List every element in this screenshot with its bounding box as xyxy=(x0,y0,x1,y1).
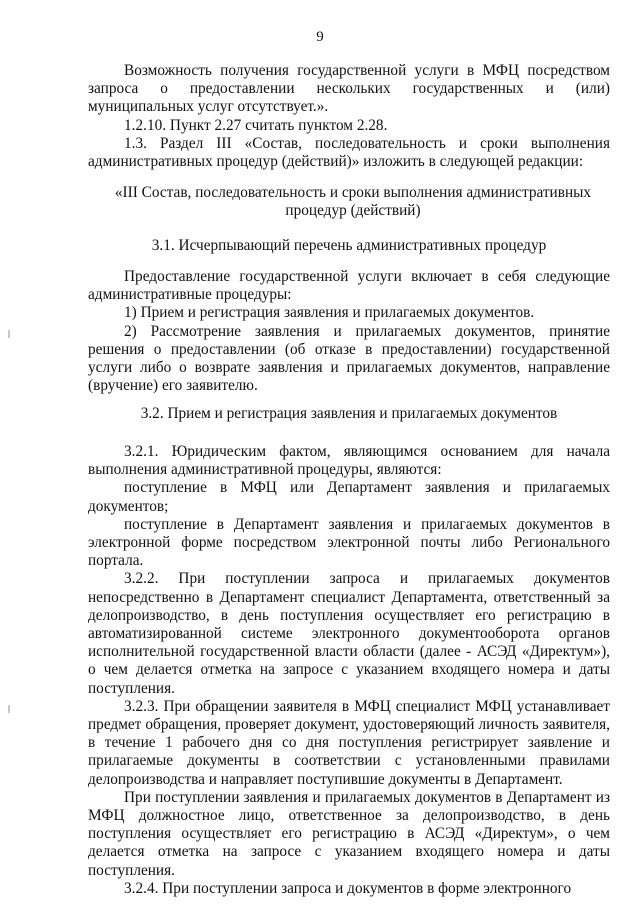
list-item: 1) Прием и регистрация заявления и прилагаемых документов. xyxy=(124,304,535,322)
scan-margin-mark xyxy=(8,330,10,338)
paragraph: Возможность получения государственной услуги в МФЦ посредством запроса о предоставлении нескольких государственных и (или) муниципальных услуг отсутствует.». xyxy=(88,62,610,116)
list-item: 2) Рассмотрение заявления и прилагаемых документов, принятие решения о предоставлении (об отказе в предоставлении) государственной услуги либо о возврате заявления и прилагаемых документов, направление (вручение) его заявителю. xyxy=(88,322,610,395)
paragraph: поступление в Департамент заявления и прилагаемых документов в электронной форме посредством электронной почты либо Регионального портала. xyxy=(88,515,610,570)
section-heading: «III Состав, последовательность и сроки выполнения административных процедур (действий) xyxy=(114,184,592,220)
paragraph: 1.2.10. Пункт 2.27 считать пунктом 2.28. xyxy=(124,116,388,134)
paragraph: При поступлении заявления и прилагаемых документов в Департамент из МФЦ должностное лицо, ответственное за делопроизводство, в день поступления осуществляет его регистрацию в АСЭД «Директум», о чем делается отметка на запросе с указанием входящего номера и даты поступления. xyxy=(88,788,610,879)
paragraph: поступление в МФЦ или Департамент заявления и прилагаемых документов; xyxy=(88,479,610,515)
paragraph: 1.3. Раздел III «Состав, последовательность и сроки выполнения административных процедур (действий)» изложить в следующей редакции: xyxy=(88,134,610,171)
paragraph: 3.2.2. При поступлении запроса и прилагаемых документов непосредственно в Департамент специалист Департамента, ответственный за делопроизводство, в день поступления осуществляет его регистрацию в автоматизированной системе электронного документооборота органов исполнительной государственной власти области (далее - АСЭД «Директум»), о чем делается отметка на запросе с указанием входящего номера и даты поступления. xyxy=(88,570,610,697)
subsection-heading: 3.1. Исчерпывающий перечень административных процедур xyxy=(151,237,547,254)
paragraph: 3.2.4. При поступлении запроса и документов в форме электронного xyxy=(124,879,572,897)
paragraph: 3.2.3. При обращении заявителя в МФЦ специалист МФЦ устанавливает предмет обращения, проверяет документ, удостоверяющий личность заявителя, в течение 1 рабочего дня со дня поступления регистрирует заявление и прилагаемые документы в соответствии с установленными правилами делопроизводства и направляет поступившие документы в Департамент. xyxy=(88,697,610,788)
page-number: 9 xyxy=(316,29,324,45)
paragraph: 3.2.1. Юридическим фактом, являющимся основанием для начала выполнения административной процедуры, являются: xyxy=(88,443,610,479)
paragraph: Предоставление государственной услуги включает в себя следующие административные процедуры: xyxy=(88,268,610,304)
scan-margin-mark xyxy=(8,705,10,713)
subsection-heading: 3.2. Прием и регистрация заявления и прилагаемых документов xyxy=(140,405,558,422)
